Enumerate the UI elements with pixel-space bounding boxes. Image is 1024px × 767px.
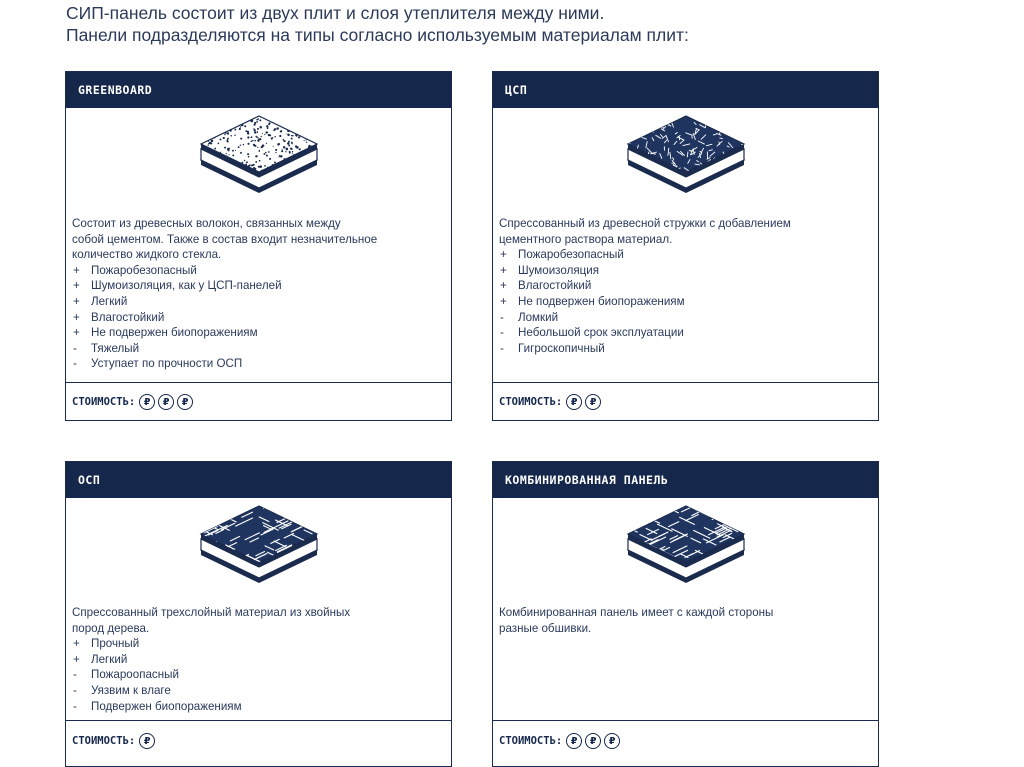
ruble-icon: ₽ (566, 394, 582, 410)
description-line: собой цементом. Также в состав входит незначительное (72, 232, 378, 246)
pro-item (499, 247, 872, 263)
item-text: Не подвержен биопоражениям (91, 326, 258, 340)
panel-card (65, 461, 452, 767)
ruble-icon: ₽ (566, 733, 582, 749)
item-text: Пожаробезопасный (91, 263, 197, 277)
pro-item (72, 636, 445, 652)
pro-item (72, 652, 445, 668)
pro-item (72, 310, 445, 326)
item-text: Шумоизоляция (518, 263, 600, 277)
item-marker: + (73, 637, 80, 651)
con-item (72, 356, 445, 372)
item-marker: + (73, 294, 80, 308)
pros-cons-list (499, 247, 872, 356)
con-item (499, 341, 872, 357)
panel-description (72, 216, 445, 372)
panel-card (492, 71, 879, 421)
description-line: количество жидкого стекла. (72, 248, 222, 262)
pros-cons-list (72, 263, 445, 372)
item-marker: + (500, 279, 507, 293)
intro-line-1: СИП-панель состоит из двух плит и слоя утеплителя между ними. (66, 3, 605, 23)
panel-card-title: ЦСП (493, 72, 878, 108)
item-text: Подвержен биопоражениям (91, 699, 242, 713)
item-text: Гигроскопичный (518, 341, 605, 355)
item-text: Не подвержен биопоражениям (518, 294, 685, 308)
item-text: Уязвим к влаге (91, 683, 171, 697)
item-text: Влагостойкий (91, 310, 165, 324)
item-marker: + (73, 263, 80, 277)
description-line: разные обшивки. (499, 621, 592, 635)
item-text: Прочный (91, 637, 140, 651)
item-marker: + (500, 248, 507, 262)
item-marker: + (500, 294, 507, 308)
item-text: Легкий (91, 294, 128, 308)
panel-description (72, 605, 445, 714)
ruble-icon: ₽ (139, 394, 155, 410)
panel-illustration-icon (197, 112, 321, 208)
ruble-icon: ₽ (177, 394, 193, 410)
panel-illustration (197, 502, 321, 603)
panel-illustration (624, 502, 748, 603)
con-item (72, 683, 445, 699)
item-marker: + (73, 326, 80, 340)
con-item (72, 699, 445, 715)
item-marker: - (73, 341, 77, 355)
item-marker: - (73, 357, 77, 371)
panel-description (499, 216, 872, 356)
ruble-icon: ₽ (158, 394, 174, 410)
panel-card-title: GREENBOARD (66, 72, 451, 108)
panel-card (65, 71, 452, 421)
ruble-icon: ₽ (585, 733, 601, 749)
item-marker: - (73, 699, 77, 713)
cost-label: СТОИМОСТЬ: (72, 735, 136, 747)
item-text: Ломкий (518, 310, 559, 324)
panel-illustration-icon (197, 502, 321, 598)
cost-row (499, 733, 623, 749)
description-line: пород дерева. (72, 621, 150, 635)
item-text: Уступает по прочности ОСП (91, 357, 243, 371)
description-line: Спрессованный трехслойный материал из хвойных (72, 606, 351, 619)
divider (493, 720, 878, 721)
ruble-icon: ₽ (139, 733, 155, 749)
item-text: Небольшой срок эксплуатации (518, 326, 684, 340)
description-line: Комбинированная панель имеет с каждой стороны (499, 606, 774, 619)
description-line: цементного раствора материал. (499, 232, 673, 246)
ruble-icon: ₽ (604, 733, 620, 749)
divider (493, 382, 878, 383)
description-line: Спрессованный из древесной стружки с добавлением (499, 217, 791, 230)
item-text: Легкий (91, 652, 128, 666)
pro-item (72, 294, 445, 310)
panel-card (492, 461, 879, 767)
cost-row (72, 733, 158, 749)
pro-item (499, 263, 872, 279)
item-marker: + (500, 263, 507, 277)
intro-text (66, 2, 966, 46)
ruble-icon: ₽ (585, 394, 601, 410)
panel-illustration-icon (624, 502, 748, 598)
panel-card-title: ОСП (66, 462, 451, 498)
panel-illustration (624, 112, 748, 213)
con-item (72, 341, 445, 357)
item-text: Шумоизоляция, как у ЦСП-панелей (91, 279, 282, 293)
panel-card-title: КОМБИНИРОВАННАЯ ПАНЕЛЬ (493, 462, 878, 498)
cost-label: СТОИМОСТЬ: (72, 396, 136, 408)
item-marker: - (500, 326, 504, 340)
item-text: Пожароопасный (91, 668, 179, 682)
intro-line-2: Панели подразделяются на типы согласно используемым материалам плит: (66, 25, 689, 45)
con-item (72, 667, 445, 683)
item-text: Тяжелый (91, 341, 140, 355)
panel-illustration (197, 112, 321, 213)
item-marker: - (73, 668, 77, 682)
pro-item (499, 278, 872, 294)
item-marker: - (73, 683, 77, 697)
divider (66, 382, 451, 383)
cost-row (499, 394, 604, 410)
item-marker: + (73, 310, 80, 324)
item-marker: - (500, 310, 504, 324)
pro-item (72, 325, 445, 341)
pros-cons-list (72, 636, 445, 714)
cost-label: СТОИМОСТЬ: (499, 735, 563, 747)
item-text: Влагостойкий (518, 279, 592, 293)
cost-row (72, 394, 196, 410)
description-line: Состоит из древесных волокон, связанных между (72, 217, 341, 230)
divider (66, 720, 451, 721)
pro-item (499, 294, 872, 310)
pro-item (72, 278, 445, 294)
item-marker: + (73, 652, 80, 666)
cost-label: СТОИМОСТЬ: (499, 396, 563, 408)
con-item (499, 310, 872, 326)
pro-item (72, 263, 445, 279)
con-item (499, 325, 872, 341)
panel-description (499, 605, 872, 636)
panel-illustration-icon (624, 112, 748, 208)
item-marker: + (73, 279, 80, 293)
item-marker: - (500, 341, 504, 355)
item-text: Пожаробезопасный (518, 248, 624, 262)
